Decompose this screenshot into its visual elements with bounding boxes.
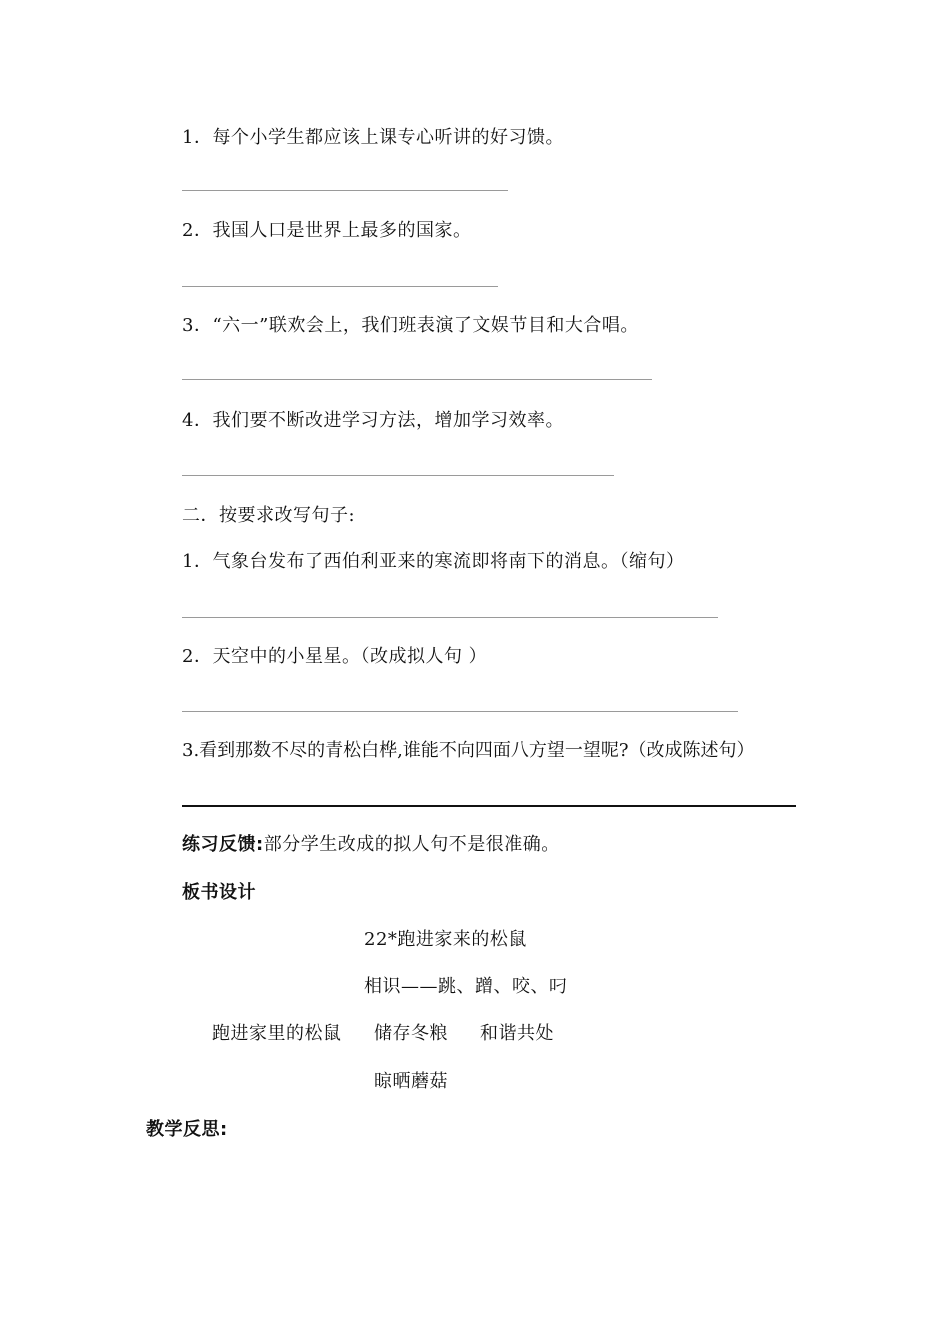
reflection-heading: 教学反思: xyxy=(146,1119,228,1140)
feedback xyxy=(182,833,560,857)
exercise-2-2: 2．天空中的小星星。（改成拟人句 ） xyxy=(182,646,488,667)
board-design-heading: 板书设计 xyxy=(182,882,256,903)
answer-line xyxy=(182,379,652,380)
exercise-1-4: 4．我们要不断改进学习方法，增加学习效率。 xyxy=(182,410,564,431)
exercise-1-3: 3．“六一”联欢会上，我们班表演了文娱节目和大合唱。 xyxy=(182,315,639,336)
answer-line xyxy=(182,475,614,476)
exercise-2-1: 1．气象台发布了西伯利亚来的寒流即将南下的消息。（缩句） xyxy=(182,551,685,572)
answer-line xyxy=(182,805,796,807)
answer-line xyxy=(182,286,498,287)
exercise-2-3: 3.看到那数不尽的青松白桦,谁能不向四面八方望一望呢?（改成陈述句） xyxy=(182,740,755,761)
feedback-label: 练习反馈: xyxy=(182,834,264,855)
exercise-1-2: 2．我国人口是世界上最多的国家。 xyxy=(182,220,472,241)
board-title: 22*跑进家来的松鼠 xyxy=(364,929,527,950)
section-2-heading: 二．按要求改写句子: xyxy=(182,505,356,526)
answer-line xyxy=(182,617,718,618)
board-right: 和谐共处 xyxy=(480,1023,554,1044)
answer-line xyxy=(182,711,738,712)
exercise-1-1: 1．每个小学生都应该上课专心听讲的好习馈。 xyxy=(182,127,564,148)
board-left: 跑进家里的松鼠 xyxy=(212,1023,342,1044)
answer-line xyxy=(182,190,508,191)
board-middle: 储存冬粮 xyxy=(374,1023,448,1044)
feedback-text: 部分学生改成的拟人句不是很准确。 xyxy=(263,834,560,855)
board-line-1: 相识——跳、蹭、咬、叼 xyxy=(364,976,568,997)
board-line-3: 晾晒蘑菇 xyxy=(374,1071,448,1092)
